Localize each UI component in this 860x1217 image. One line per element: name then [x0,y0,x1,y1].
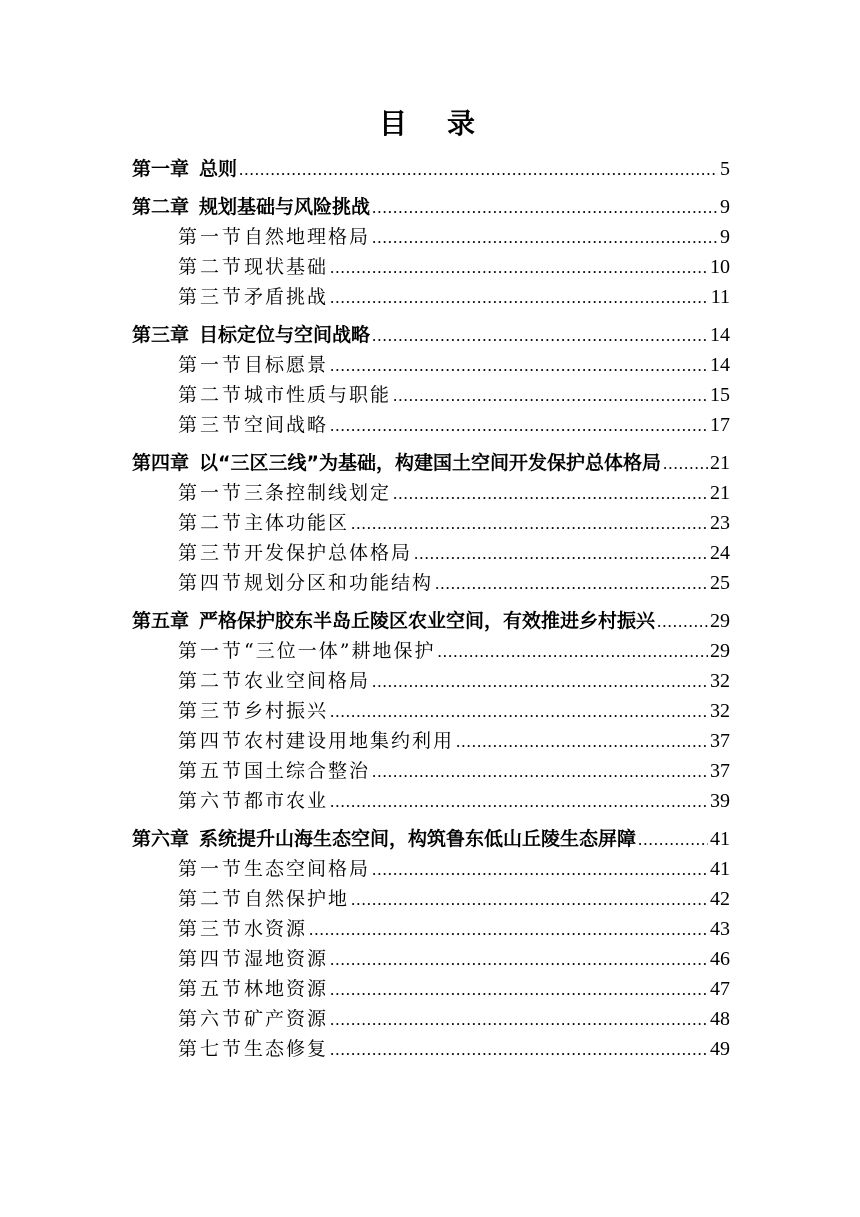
toc-section-entry[interactable] [132,508,730,538]
dot-leader [351,508,708,539]
section-number: 第四节 [178,948,245,970]
section-title: 国土综合整治 [244,760,371,782]
chapter-number: 第五章 [132,610,190,632]
page-number: 5 [720,158,730,180]
dot-leader [393,380,708,411]
dot-leader [351,884,708,915]
section-number: 第三节 [178,542,245,564]
page-number: 14 [710,324,730,346]
toc-section-entry[interactable] [132,696,730,726]
section-number: 第一节 [178,858,245,880]
section-number: 第一节 [178,640,245,662]
page-number: 47 [710,978,730,1000]
dot-leader [330,410,708,441]
page-number: 41 [710,828,730,850]
section-title: 目标愿景 [244,354,329,376]
toc-section-entry[interactable] [132,786,730,816]
dot-leader [372,320,708,351]
section-number: 第六节 [178,1008,245,1030]
dot-leader [330,1004,708,1035]
dot-leader [372,192,718,223]
section-title: 都市农业 [244,790,329,812]
page-number: 32 [710,700,730,722]
dot-leader [330,1034,708,1065]
section-title: 湿地资源 [244,948,329,970]
chapter-title: 以“三区三线”为基础，构建国土空间开发保护总体格局 [199,452,661,474]
toc-section-entry[interactable] [132,1004,730,1034]
section-number: 第五节 [178,760,245,782]
toc-section-entry[interactable] [132,222,730,252]
dot-leader [330,252,708,283]
section-number: 第三节 [178,414,245,436]
toc-section-entry[interactable] [132,726,730,756]
section-title: 水资源 [244,918,308,940]
page-number: 25 [710,572,730,594]
toc-chapter-entry[interactable] [132,448,730,478]
section-number: 第一节 [178,482,245,504]
chapter-title: 总则 [199,158,238,180]
dot-leader [309,914,708,945]
toc-section-entry[interactable] [132,252,730,282]
toc-section-entry[interactable] [132,974,730,1004]
section-number: 第三节 [178,700,245,722]
toc-chapter-entry[interactable] [132,606,730,636]
dot-leader [435,568,708,599]
section-title: 空间战略 [244,414,329,436]
toc-section-entry[interactable] [132,884,730,914]
page-number: 10 [710,256,730,278]
section-number: 第二节 [178,384,245,406]
chapter-number: 第一章 [132,158,190,180]
page-number: 9 [720,196,730,218]
section-number: 第四节 [178,730,245,752]
section-title: 林地资源 [244,978,329,1000]
section-number: 第七节 [178,1038,245,1060]
chapter-title: 系统提升山海生态空间，构筑鲁东低山丘陵生态屏障 [199,828,637,850]
page-number: 23 [710,512,730,534]
toc-chapter-entry[interactable] [132,824,730,854]
table-of-contents [132,154,730,1064]
toc-section-entry[interactable] [132,410,730,440]
section-number: 第六节 [178,790,245,812]
section-title: 开发保护总体格局 [244,542,413,564]
toc-section-entry[interactable] [132,568,730,598]
section-number: 第二节 [178,512,245,534]
section-number: 第五节 [178,978,245,1000]
page-number: 29 [710,610,730,632]
chapter-number: 第三章 [132,324,190,346]
section-number: 第一节 [178,354,245,376]
section-title: 规划分区和功能结构 [244,572,434,594]
page-number: 24 [710,542,730,564]
page-number: 39 [710,790,730,812]
page-number: 37 [710,730,730,752]
section-title: 自然地理格局 [244,226,371,248]
dot-leader [456,726,708,757]
page-number: 15 [710,384,730,406]
chapter-number: 第二章 [132,196,190,218]
page-number: 42 [710,888,730,910]
toc-section-entry[interactable] [132,854,730,884]
dot-leader [657,606,708,637]
page-number: 43 [710,918,730,940]
toc-section-entry[interactable] [132,1034,730,1064]
page-number: 46 [710,948,730,970]
dot-leader [372,854,708,885]
toc-section-entry[interactable] [132,944,730,974]
page-number: 17 [710,414,730,436]
dot-leader [330,974,708,1005]
section-title: 生态修复 [244,1038,329,1060]
section-title: 自然保护地 [244,888,350,910]
page-number: 49 [710,1038,730,1060]
section-title: “三位一体”耕地保护 [244,640,436,662]
toc-section-entry[interactable] [132,756,730,786]
chapter-number: 第四章 [132,452,190,474]
section-title: 城市性质与职能 [244,384,392,406]
section-title: 农村建设用地集约利用 [244,730,455,752]
chapter-title: 规划基础与风险挑战 [199,196,371,218]
section-number: 第二节 [178,256,245,278]
section-number: 第二节 [178,888,245,910]
chapter-number: 第六章 [132,828,190,850]
toc-chapter-entry[interactable] [132,154,730,184]
page-number: 11 [710,286,730,308]
dot-leader [414,538,708,569]
section-title: 矛盾挑战 [244,286,329,308]
toc-section-entry[interactable] [132,636,730,666]
section-title: 农业空间格局 [244,670,371,692]
dot-leader [638,824,708,855]
toc-section-entry[interactable] [132,350,730,380]
toc-section-entry[interactable] [132,380,730,410]
dot-leader [663,448,708,479]
section-number: 第一节 [178,226,245,248]
section-title: 三条控制线划定 [244,482,392,504]
page-number: 21 [710,482,730,504]
dot-leader [330,944,708,975]
dot-leader [393,478,708,509]
section-title: 乡村振兴 [244,700,329,722]
section-title: 生态空间格局 [244,858,371,880]
dot-leader [239,154,718,185]
page-number: 14 [710,354,730,376]
toc-section-entry[interactable] [132,478,730,508]
toc-section-entry[interactable] [132,914,730,944]
dot-leader [372,666,708,697]
section-number: 第三节 [178,286,245,308]
section-title: 主体功能区 [244,512,350,534]
page-number: 32 [710,670,730,692]
dot-leader [437,636,708,667]
toc-chapter-entry[interactable] [132,320,730,350]
page-number: 37 [710,760,730,782]
page-number: 9 [720,226,730,248]
toc-section-entry[interactable] [132,666,730,696]
toc-section-entry[interactable] [132,282,730,312]
chapter-title: 严格保护胶东半岛丘陵区农业空间，有效推进乡村振兴 [199,610,656,632]
section-number: 第四节 [178,572,245,594]
toc-title: 目 录 [378,107,481,140]
section-title: 现状基础 [244,256,329,278]
page-number: 41 [710,858,730,880]
section-number: 第二节 [178,670,245,692]
dot-leader [372,222,718,253]
section-title: 矿产资源 [244,1008,329,1030]
chapter-title: 目标定位与空间战略 [199,324,371,346]
page-number: 21 [710,452,730,474]
dot-leader [330,350,708,381]
page-number: 29 [710,640,730,662]
dot-leader [330,282,709,313]
dot-leader [330,786,708,817]
section-number: 第三节 [178,918,245,940]
dot-leader [330,696,708,727]
toc-section-entry[interactable] [132,538,730,568]
toc-chapter-entry[interactable] [132,192,730,222]
dot-leader [372,756,708,787]
page-number: 48 [710,1008,730,1030]
